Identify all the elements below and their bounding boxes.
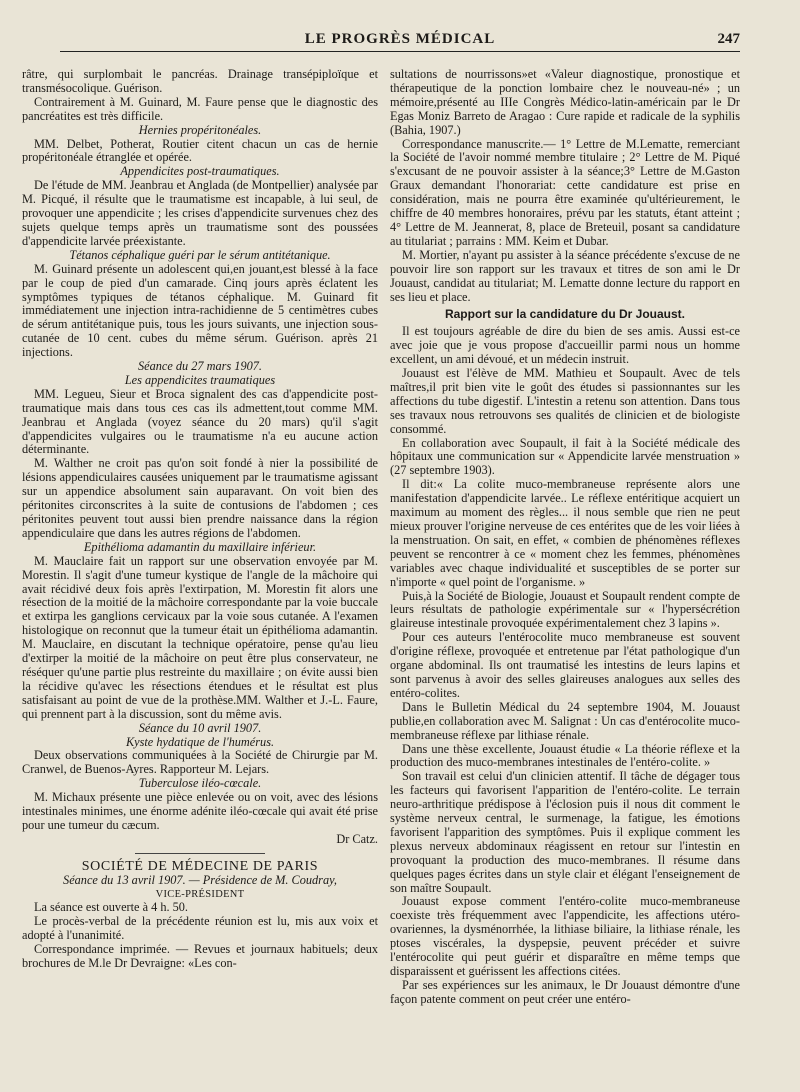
paragraph: Le procès-verbal de la précédente réunion est lu, mis aux voix et adopté à l'unanimité.	[22, 914, 378, 943]
session-heading: Séance du 10 avril 1907.	[138, 720, 262, 735]
paragraph: Correspondance manuscrite.— 1° Lettre de M.Lematte, remerciant la Société de l'avoir nommé membre titulaire ; 2° Lettre de M. Piqué s'excusant de ne pouvoir assister à la séance;3° Lettre de M.Gaston Graux demandant l'honorariat: cette candidature est prise en considération, mais ne pourra être examinée qu'ultérieurement, le chiffre de 40 membres honoraires, prévu par les statuts, étant atteint ; 4° Lettre de M. Jeannerat, 8, place de Breteuil, posant sa candidature au titulariat ; parrains : MM. Keim et Dubar.	[390, 136, 740, 248]
signature: Dr Catz.	[336, 831, 378, 846]
paragraph: Son travail est celui d'un clinicien attentif. Il tâche de dégager tous les facteurs qui favorisent l'apparition de l'entéro-colite. Le terrain neuro-arthritique prédispose à l'éclosion puis il nous dit comment le système nerveux central, le surmenage, la fatigue, les émotions favorisent l'apparition des symptômes. Puis il explique comment les plexus nerveux abdominaux réagissent en retour sur l'intestin en provoquant la production des muco-membranes. Il résume dans quelques pages écrites dans un style clair et élégant l'enseignement de son maître Soupault.	[390, 769, 740, 895]
paragraph: MM. Legueu, Sieur et Broca signalent des cas d'appendicite post-traumatique mais dans tous ces cas ils admettent,tout comme MM. Jeanbrau et Anglada (voyez séance du 20 mars) qu'il s'agit d'appendicites vulgaires ou le traumatisme n'a eu aucune action déterminante.	[22, 386, 378, 457]
session-line: Séance du 13 avril 1907. — Présidence de M. Coudray,	[63, 872, 337, 887]
paragraph: M. Michaux présente une pièce enlevée ou on voit, avec des lésions intestinales minimes, une énorme adénite iléo-cœcale qui avait été prise pour une tumeur du cæcum.	[22, 790, 378, 832]
paragraph: Dans une thèse excellente, Jouaust étudie « La théorie réflexe et la production des muco-membranes intestinales de l'entéro-colite. »	[390, 741, 740, 770]
journal-title: LE PROGRÈS MÉDICAL	[304, 31, 496, 47]
paragraph: Contrairement à M. Guinard, M. Faure pense que le diagnostic des pancréatites est très difficile.	[22, 94, 378, 123]
paragraph: sultations de nourrissons»et «Valeur diagnostique, pronostique et thérapeutique de la ponction lombaire chez le nouveau-né» ; un mémoire,présenté au IIIe Congrès Médico-latin-américain par le Dr Egas Moniz Barreto de Aragao : Cure rapide et radicale de la syphilis (Bahia, 1907.)	[390, 67, 740, 137]
paragraph: Jouaust est l'élève de MM. Mathieu et Soupault. Avec de tels maîtres,il prit bien vite le goût des études si passionnantes sur les affections du tube digestif. L'intestin a retenu son attention. Dans tous ses travaux nous retrouvons ses qualités de clinicien et de biologiste consommé.	[390, 366, 740, 436]
paragraph: De l'étude de MM. Jeanbrau et Anglada (de Montpellier) analysée par M. Picqué, il résulte que le traumatisme est incapable, à lui seul, de provoquer une appendicite ; les crises d'appendicite survenues chez des sujets quelque temps après un traumatisme sont des poussées d'appendicite larvée préexistante.	[22, 178, 378, 248]
section-heading: Hernies propéritonéales.	[138, 122, 262, 137]
paragraph: Jouaust expose comment l'entéro-colite muco-membraneuse coexiste très fréquemment avec l'appendicite, les affections utéro-ovariennes, la dysménorrhée, la lithiase biliaire, la lithiase rénale, les ptoses viscérales, la dyspepsie, peuvent précéder et suivre l'entérocolite qui peut guérir et disparaître en même temps que disparaissent et guérissent les affections citées.	[390, 894, 740, 978]
paragraph: MM. Delbet, Potherat, Routier citent chacun un cas de hernie propéritonéale étranglée et opérée.	[22, 136, 378, 165]
section-heading: Appendicites post-traumatiques.	[120, 164, 280, 179]
section-heading: Tétanos céphalique guéri par le sérum antitétanique.	[69, 247, 331, 262]
paragraph: Deux observations communiquées à la Société de Chirurgie par M. Cranwel, de Buenos-Ayres. Rapporteur M. Lejars.	[22, 748, 378, 777]
paragraph: M. Guinard présente un adolescent qui,en jouant,est blessé à la face par le coup de pied d'un camarade. Cinq jours après éclatent les symptômes typiques de tétanos céphalique. M. Guinard fit immédiatement une injection intra-rachidienne de 5 centimètres cubes de sérum antitétanique puis, tous les jours suivants, une injection sous-cutanée de 10 cent. cubes du même sérum. Guérison. après 21 injections.	[22, 261, 378, 360]
paragraph: M. Walther ne croit pas qu'on soit fondé à nier la possibilité de lésions appendiculaires causées uniquement par le traumatisme agissant sur un appendice absolument sain auparavant. On voit bien des péritonites circonscrites à la suite de contusions de l'abdomen ; ces péritonites peuvent tout aussi bien prendre naissance dans la région appendiculaire que dans les autres régions de l'abdomen.	[22, 456, 378, 540]
paragraph: Il est toujours agréable de dire du bien de ses amis. Aussi est-ce avec joie que je vous propose d'accueillir parmi nous un homme excellent, un ami dévoué, et un médecin instruit.	[390, 324, 740, 367]
page-header	[60, 29, 740, 52]
section-heading: Kyste hydatique de l'humérus.	[125, 734, 275, 749]
page-number: 247	[717, 31, 740, 47]
report-heading: Rapport sur la candidature du Dr Jouaust.	[444, 307, 686, 322]
paragraph: Pour ces auteurs l'entérocolite muco membraneuse est souvent d'origine réflexe, provoquée et entretenue par l'état pathologique d'un organe abdominal. Ils ont traumatisé les intestins de leurs lapins et sont parvenus à avoir des selles glaireuses analogues aux selles des entéro-colites.	[390, 630, 740, 700]
vice-president-label: VICE-PRÉSIDENT	[155, 888, 245, 900]
paragraph: Dans le Bulletin Médical du 24 septembre 1904, M. Jouaust publie,en collaboration avec M. Salignat : Un cas d'entérocolite muco-membraneuse réflexe par lithiase rénale.	[390, 699, 740, 742]
paragraph: La séance est ouverte à 4 h. 50.	[34, 900, 188, 915]
society-title: SOCIÉTÉ DE MÉDECINE DE PARIS	[81, 858, 319, 874]
paragraph: M. Mauclaire fait un rapport sur une observation envoyée par M. Morestin. Il s'agit d'une tumeur kystique de l'angle de la mâchoire qui avait récidivé deux fois après l'extirpation, M. Morestin fit alors une résection de la moitié de la mâchoire correspondante par la voie buccale et extirpa les ganglions cervicaux par la voie sous cutanée. A l'examen histologique on reconnut que la tumeur était un épithélioma adamantin. M. Mauclaire, en discutant la technique opératoire, pense qu'au lieu d'extirper la moitié de la mâchoire on peut être plus conservateur, ne réséquer qu'une partie plus restreinte du maxillaire ; on évite aussi bien la récidive qu'avec les résections étendues et le résultat est plus satisfaisant au point de vue de la prothèse.MM. Walther et J.-L. Faure, qui prennent part à la discussion, sont du même avis.	[22, 553, 378, 721]
right-column	[390, 68, 740, 1007]
divider	[135, 853, 265, 854]
paragraph: En collaboration avec Soupault, il fait à la Société médicale des hôpitaux une communication sur « Appendicite larvée menstruation » (27 septembre 1903).	[390, 435, 740, 478]
section-heading: Les appendicites traumatiques	[124, 372, 276, 387]
paragraph: Correspondance imprimée. — Revues et journaux habituels; deux brochures de M.le Dr Devraigne: «Les con-	[22, 942, 378, 971]
section-heading: Epithélioma adamantin du maxillaire inférieur.	[83, 539, 317, 554]
left-column	[22, 68, 378, 971]
paragraph: M. Mortier, n'ayant pu assister à la séance précédente s'excuse de ne pouvoir lire son rapport sur les travaux et titres de son ami le Dr Jouaust, candidat au titulariat; M. Lematte donne lecture du rapport en ses lieu et place.	[390, 247, 740, 304]
section-heading: Tuberculose iléo-cœcale.	[138, 776, 262, 791]
paragraph: râtre, qui surplombait le pancréas. Drainage transépiploïque et transmésocolique. Guérison.	[22, 67, 378, 95]
paragraph: Par ses expériences sur les animaux, le Dr Jouaust démontre d'une façon patente comment on peut créer une entéro-	[390, 977, 740, 1006]
paragraph: Puis,à la Société de Biologie, Jouaust et Soupault rendent compte de leurs résultats de pathologie expérimentale sur « l'hypersécrétion glaireuse intestinale provoquée expérimentalement chez 3 lapins ».	[390, 588, 740, 631]
paragraph: Il dit:« La colite muco-membraneuse représente alors une manifestation d'appendicite larvée.. Le réflexe entéritique acquiert un maximum au moment des règles... il nous semble que rien ne peut mieux prouver l'origine nerveuse de ces entérites que de les voir liées à la menstruation. On sait, en effet, « combien de phénomènes réflexes peuvent se rencontrer à ce « moment chez les femmes, phénomènes variables avec chaque individualité et susceptibles de se porter sur n'importe « quel point de l'organisme. »	[390, 477, 740, 589]
session-heading: Séance du 27 mars 1907.	[138, 359, 262, 374]
